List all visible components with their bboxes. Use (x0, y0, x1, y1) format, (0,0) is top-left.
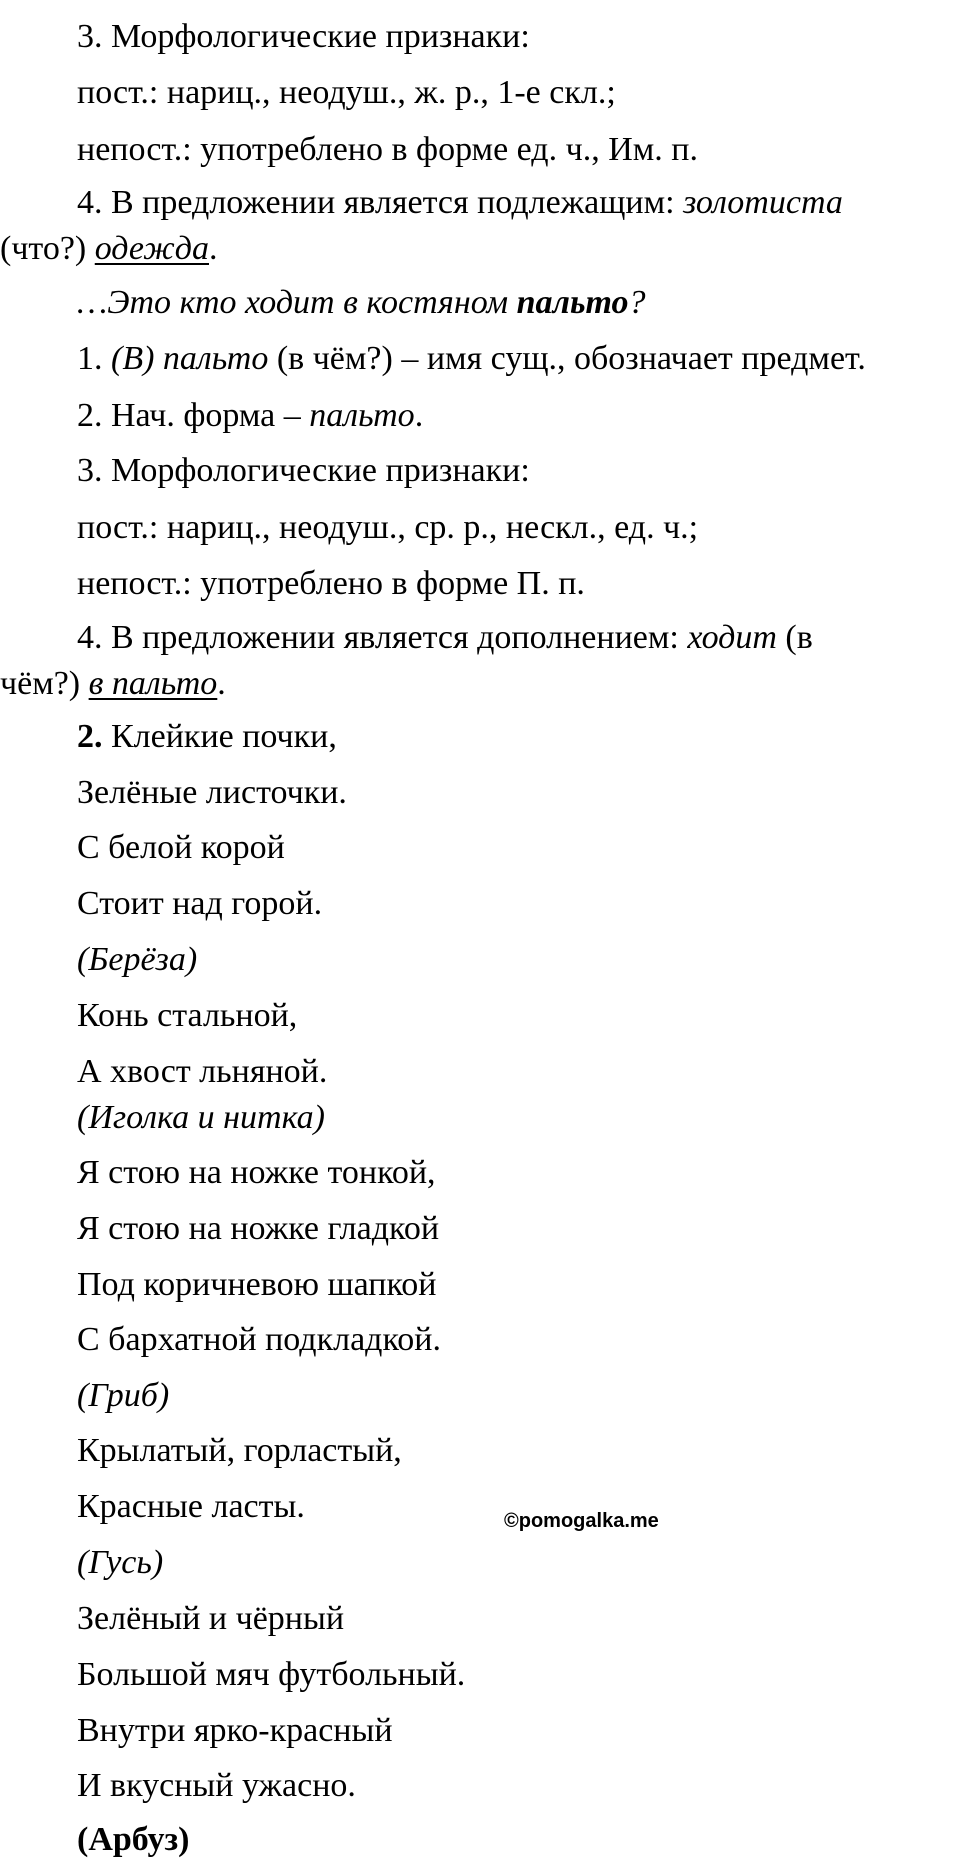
italic-word: пальто (309, 397, 415, 434)
text-segment: . (217, 665, 226, 702)
text-line: 3. Морфологические признаки: (77, 452, 530, 489)
riddle-line: Красные ласты. (77, 1488, 305, 1525)
riddle-line: Я стою на ножке гладкой (77, 1210, 440, 1247)
text-line: непост.: употреблено в форме П. п. (77, 565, 585, 602)
text-line (0, 664, 226, 704)
underlined-word: в пальто (88, 665, 218, 702)
riddle-answer: (Иголка и нитка) (77, 1099, 325, 1136)
text-line (77, 396, 423, 436)
italic-word: (В) пальто (111, 340, 269, 377)
italic-segment: …Это кто ходит в костяном (77, 284, 517, 321)
bold-italic-word: пальто (516, 284, 629, 321)
text-line: пост.: нариц., неодуш., ср. р., нескл., ед. ч.; (77, 509, 699, 546)
italic-word: золотиста (683, 184, 843, 221)
text-segment: . (414, 397, 424, 434)
text-line (77, 339, 866, 379)
italic-segment: ? (628, 284, 646, 321)
text-segment: 1. (77, 340, 111, 377)
riddle-line: С бархатной подкладкой. (77, 1321, 441, 1358)
text-line: 3. Морфологические признаки: (77, 18, 530, 55)
text-segment: 2. Нач. форма – (77, 397, 310, 434)
riddle-line: Конь стальной, (77, 997, 298, 1034)
text-segment: (в (776, 619, 813, 656)
watermark: ©pomogalka.me (504, 1510, 659, 1532)
riddle-line: А хвост льняной. (77, 1053, 328, 1090)
text-segment: 4. В предложении является дополнением: (77, 619, 688, 656)
riddle-line: И вкусный ужасно. (77, 1767, 356, 1804)
riddle-answer: (Гусь) (77, 1544, 164, 1581)
riddle-line: Крылатый, горластый, (77, 1432, 402, 1469)
section-heading (77, 283, 646, 323)
riddle-line: Зелёные листочки. (77, 774, 347, 811)
riddle-answer: (Гриб) (77, 1377, 170, 1414)
text-segment: 4. В предложении является подлежащим: (77, 184, 684, 221)
riddle-line: Я стою на ножке тонкой, (77, 1154, 436, 1191)
underlined-word: одежда (94, 230, 209, 267)
text-segment: (в чём?) – имя сущ., обозначает предмет. (268, 340, 866, 377)
text-line: непост.: употреблено в форме ед. ч., Им. п. (77, 131, 698, 168)
text-segment: Клейкие почки, (111, 718, 337, 755)
text-line (77, 618, 813, 658)
text-line (77, 183, 843, 223)
riddle-line: С белой корой (77, 829, 285, 866)
text-segment: . (209, 230, 218, 267)
italic-word: ходит (687, 619, 777, 656)
text-line: пост.: нариц., неодуш., ж. р., 1-е скл.; (77, 74, 616, 111)
riddle-line: Большой мяч футбольный. (77, 1656, 466, 1693)
riddle-answer: (Арбуз) (77, 1821, 190, 1858)
text-segment: чём?) (0, 665, 89, 702)
riddle-line: Под коричневою шапкой (77, 1266, 437, 1303)
riddle-line (77, 717, 337, 757)
riddle-line: Внутри ярко-красный (77, 1712, 393, 1749)
riddle-answer: (Берёза) (77, 941, 198, 978)
task-number: 2. (77, 718, 103, 755)
riddle-line: Стоит над горой. (77, 885, 323, 922)
text-segment: (что?) (0, 230, 95, 267)
riddle-line: Зелёный и чёрный (77, 1600, 345, 1637)
text-line (0, 229, 218, 269)
